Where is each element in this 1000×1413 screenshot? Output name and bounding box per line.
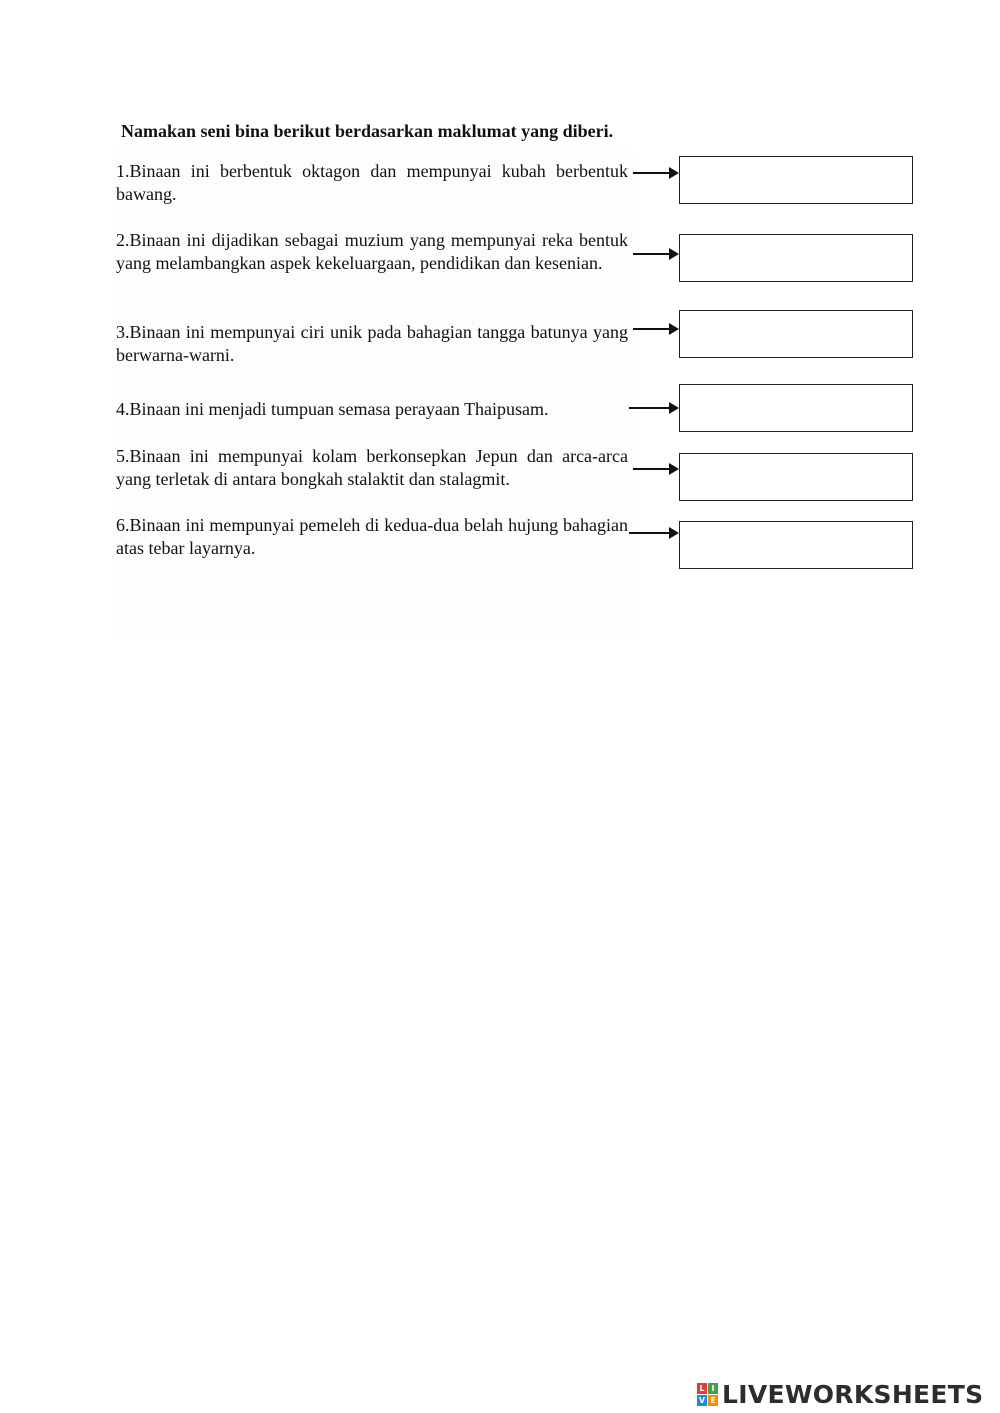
question-2-text: 2.Binaan ini dijadikan sebagai muzium yang mempunyai reka bentuk yang melambangkan aspek kekeluargaan, pendidikan dan kesenian. bbox=[116, 230, 628, 273]
logo-mark-letter: I bbox=[708, 1383, 718, 1394]
question-5-arrow-icon bbox=[633, 463, 679, 475]
question-2-arrow-icon bbox=[633, 248, 679, 260]
question-6-arrow-icon bbox=[629, 527, 679, 539]
logo-mark-letter: L bbox=[697, 1383, 707, 1394]
logo-mark-letter: E bbox=[708, 1395, 718, 1406]
logo-mark-icon bbox=[697, 1383, 718, 1406]
question-4-arrow-icon bbox=[629, 402, 679, 414]
question-4-text: 4.Binaan ini menjadi tumpuan semasa perayaan Thaipusam. bbox=[116, 399, 549, 419]
question-3-text: 3.Binaan ini mempunyai ciri unik pada bahagian tangga batunya yang berwarna-warni. bbox=[116, 322, 628, 365]
question-1-arrow-icon bbox=[633, 167, 679, 179]
answer-box-2[interactable] bbox=[679, 234, 913, 282]
answer-box-4[interactable] bbox=[679, 384, 913, 432]
liveworksheets-logo bbox=[697, 1380, 983, 1408]
answer-box-3[interactable] bbox=[679, 310, 913, 358]
answer-box-5[interactable] bbox=[679, 453, 913, 501]
question-6-text: 6.Binaan ini mempunyai pemeleh di kedua-dua belah hujung bahagian atas tebar layarnya. bbox=[116, 515, 628, 558]
logo-mark-letter: V bbox=[698, 1395, 706, 1405]
question-1-text: 1.Binaan ini berbentuk oktagon dan mempunyai kubah berbentuk bawang. bbox=[116, 161, 628, 204]
question-5-text: 5.Binaan ini mempunyai kolam berkonsepkan Jepun dan arca-arca yang terletak di antara bongkah stalaktit dan stalagmit. bbox=[116, 446, 628, 489]
answer-box-1[interactable] bbox=[679, 156, 913, 204]
instruction-heading: Namakan seni bina berikut berdasarkan maklumat yang diberi. bbox=[121, 121, 614, 141]
text-panel bbox=[112, 150, 634, 640]
answer-box-6[interactable] bbox=[679, 521, 913, 569]
logo-text: LIVEWORKSHEETS bbox=[722, 1379, 984, 1409]
question-3-arrow-icon bbox=[633, 323, 679, 335]
